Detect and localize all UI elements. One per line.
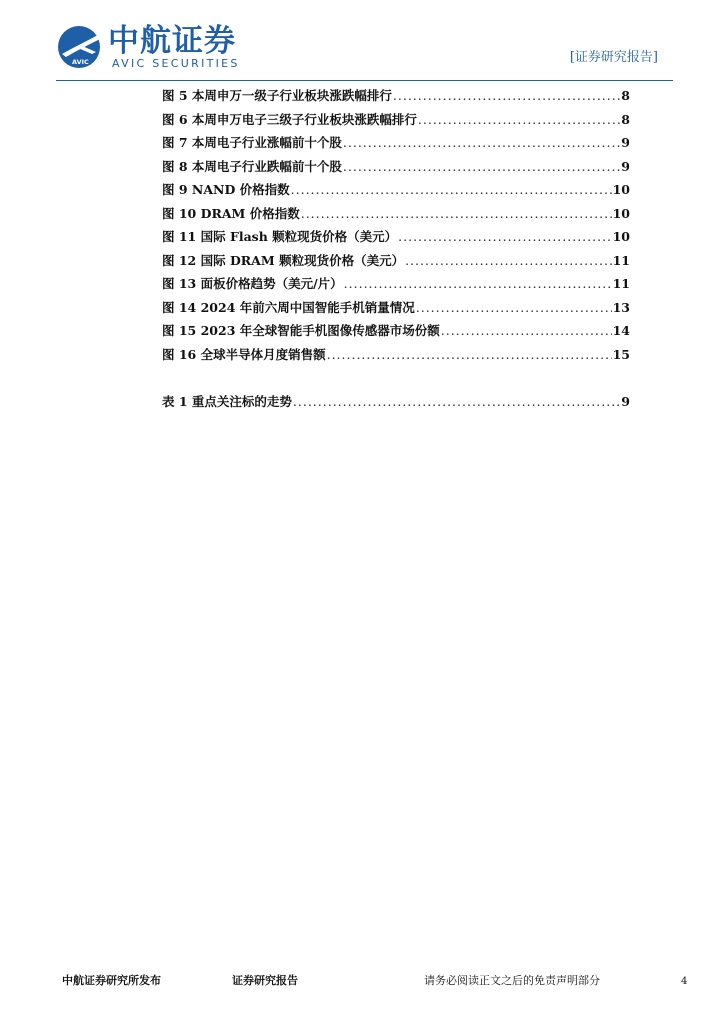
leader-dots <box>327 347 612 362</box>
footer-disclaimer: 请务必阅读正文之后的免责声明部分 <box>424 974 600 987</box>
figure-list <box>162 86 630 368</box>
footer-publisher: 中航证券研究所发布 <box>62 974 161 987</box>
toc-entry[interactable] <box>162 298 630 322</box>
toc-entry-label: 图 15 2023 年全球智能手机图像传感器市场份额 <box>162 323 440 338</box>
toc-entry-page: 10 <box>612 229 630 244</box>
toc-entry-label: 图 11 国际 Flash 颗粒现货价格（美元） <box>162 229 398 244</box>
toc-entry-label: 图 5 本周申万一级子行业板块涨跌幅排行 <box>162 88 392 103</box>
toc-entry-page: 9 <box>621 158 630 174</box>
toc-entry-label: 表 1 重点关注标的走势 <box>162 394 292 409</box>
toc-entry-page: 10 <box>612 182 630 197</box>
leader-dots <box>398 229 611 244</box>
toc-entry-page: 11 <box>612 276 630 291</box>
leader-dots <box>418 112 620 127</box>
toc-entry[interactable] <box>162 204 630 228</box>
toc-entry[interactable] <box>162 345 630 369</box>
footer-doc-type: 证券研究报告 <box>232 974 298 987</box>
toc-entry-page: 9 <box>621 135 630 150</box>
toc-entry-label: 图 6 本周申万电子三级子行业板块涨跌幅排行 <box>162 111 417 127</box>
toc-entry[interactable] <box>162 86 630 110</box>
leader-dots <box>393 88 620 103</box>
toc-entry-label: 图 9 NAND 价格指数 <box>162 182 290 197</box>
report-type-tag: [证券研究报告] <box>569 50 658 65</box>
leader-dots <box>293 394 620 409</box>
toc-entry-page: 13 <box>612 299 630 315</box>
leader-dots <box>405 253 612 268</box>
page-number: 4 <box>681 976 688 987</box>
table-list <box>162 392 630 416</box>
toc-entry[interactable] <box>162 392 630 416</box>
toc-entry-label: 图 8 本周电子行业跌幅前十个股 <box>162 158 342 174</box>
brand-name-en: AVIC SECURITIES <box>112 57 240 70</box>
leader-dots <box>343 159 620 174</box>
toc-entry[interactable] <box>162 321 630 345</box>
toc-entry-label: 图 16 全球半导体月度销售额 <box>162 346 326 362</box>
toc-entry-page: 8 <box>621 88 630 103</box>
toc-entry-label: 图 12 国际 DRAM 颗粒现货价格（美元） <box>162 252 405 268</box>
toc-entry-page: 15 <box>612 346 630 362</box>
leader-dots <box>343 135 620 150</box>
header-divider <box>56 80 673 81</box>
brand-name-cn: 中航证券 <box>108 23 236 59</box>
toc-entry-page: 11 <box>612 252 630 268</box>
leader-dots <box>344 276 612 291</box>
svg-text:AVIC: AVIC <box>72 58 89 66</box>
toc-entry[interactable] <box>162 180 630 204</box>
toc-entry-page: 14 <box>612 323 630 338</box>
toc-entry[interactable] <box>162 133 630 157</box>
leader-dots <box>441 323 612 338</box>
toc-entry[interactable] <box>162 157 630 181</box>
toc-entry-label: 图 14 2024 年前六周中国智能手机销量情况 <box>162 299 415 315</box>
toc-entry[interactable] <box>162 110 630 134</box>
toc-entry[interactable] <box>162 251 630 275</box>
toc-entry-label: 图 13 面板价格趋势（美元/片） <box>162 276 343 291</box>
toc-entry-label: 图 7 本周电子行业涨幅前十个股 <box>162 135 342 150</box>
toc-entry-page: 10 <box>612 205 630 221</box>
page-header <box>0 0 724 82</box>
toc-entry[interactable] <box>162 227 630 251</box>
toc-entry-page: 9 <box>621 394 630 409</box>
leader-dots <box>291 182 612 197</box>
leader-dots <box>301 206 612 221</box>
toc-entry-label: 图 10 DRAM 价格指数 <box>162 205 300 221</box>
leader-dots <box>416 300 612 315</box>
toc-entry-page: 8 <box>621 111 630 127</box>
toc-entry[interactable] <box>162 274 630 298</box>
page-footer <box>0 972 724 992</box>
avic-logo-icon <box>56 24 108 70</box>
